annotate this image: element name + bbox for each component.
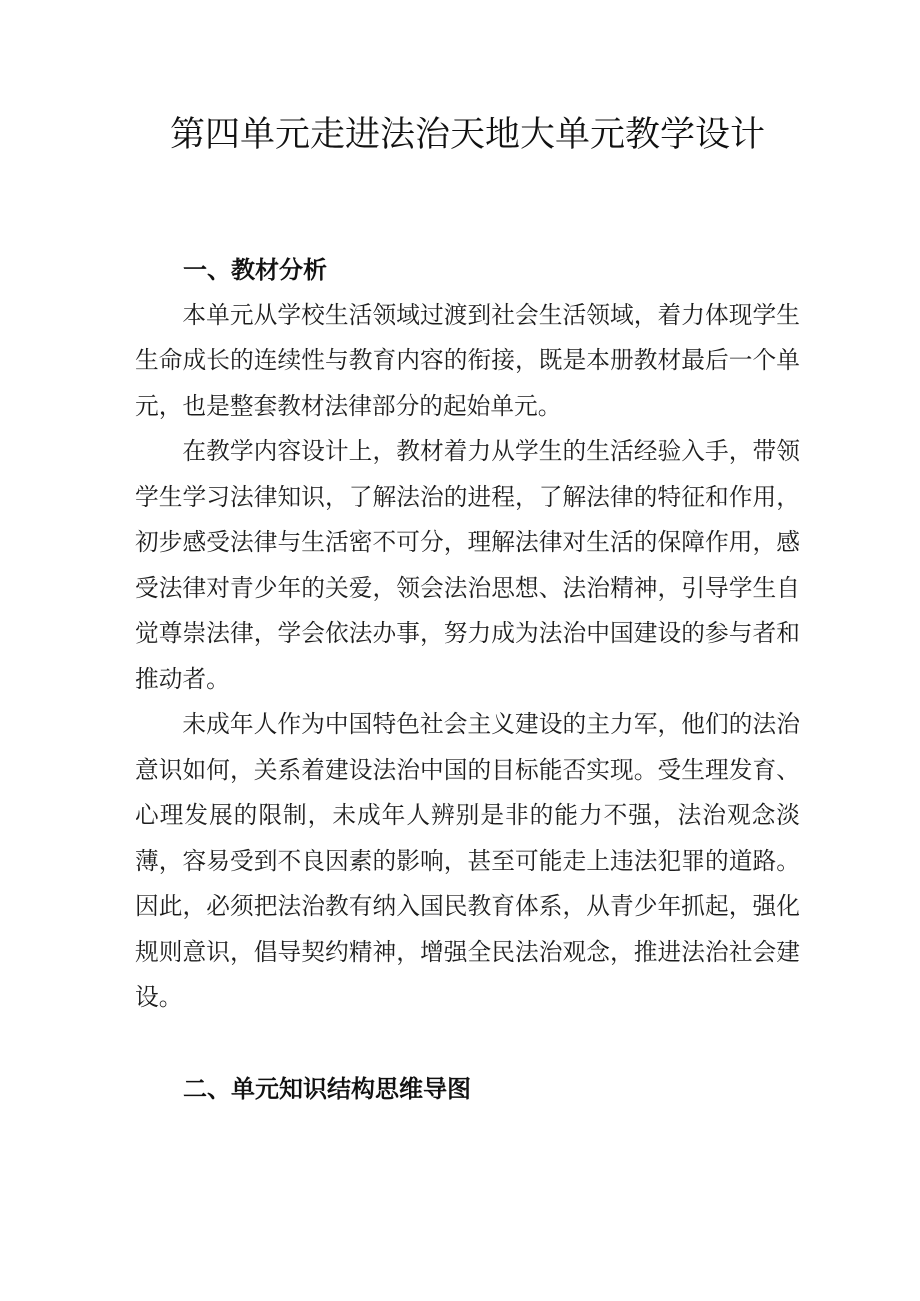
body-paragraph-2: 在教学内容设计上，教材着力从学生的生活经验入手，带领学生学习法律知识，了解法治的进程，了解法律的特征和作用，初步感受法律与生活密不可分，理解法律对生活的保障作用，感受法律对青少年的关爱，领会法治思想、法治精神，引导学生自觉尊崇法律，学会依法办事，努力成为法治中国建设的参与者和推动者。 bbox=[135, 439, 800, 693]
body-paragraph-3: 未成年人作为中国特色社会主义建设的主力军，他们的法治意识如何，关系着建设法治中国的目标能否实现。受生理发育、心理发展的限制，未成年人辨别是非的能力不强，法治观念淡薄，容易受到不良因素的影响，甚至可能走上违法犯罪的道路。因此，必须把法治教有纳入国民教育体系，从青少年抓起，强化规则意识，倡导契约精神，增强全民法治观念，推进法治社会建设。 bbox=[135, 712, 800, 1011]
section-heading-textbook-analysis: 一、教材分析 bbox=[183, 257, 327, 284]
section-heading-unit-mindmap: 二、单元知识结构思维导图 bbox=[183, 1075, 471, 1103]
document-title: 第四单元走进法治天地大单元教学设计 bbox=[169, 115, 765, 154]
body-paragraph-1: 本单元从学校生活领域过渡到社会生活领域，着力体现学生生命成长的连续性与教育内容的衔接，既是本册教材最后一个单元，也是整套教材法律部分的起始单元。 bbox=[135, 302, 800, 420]
document-body bbox=[135, 248, 800, 1112]
